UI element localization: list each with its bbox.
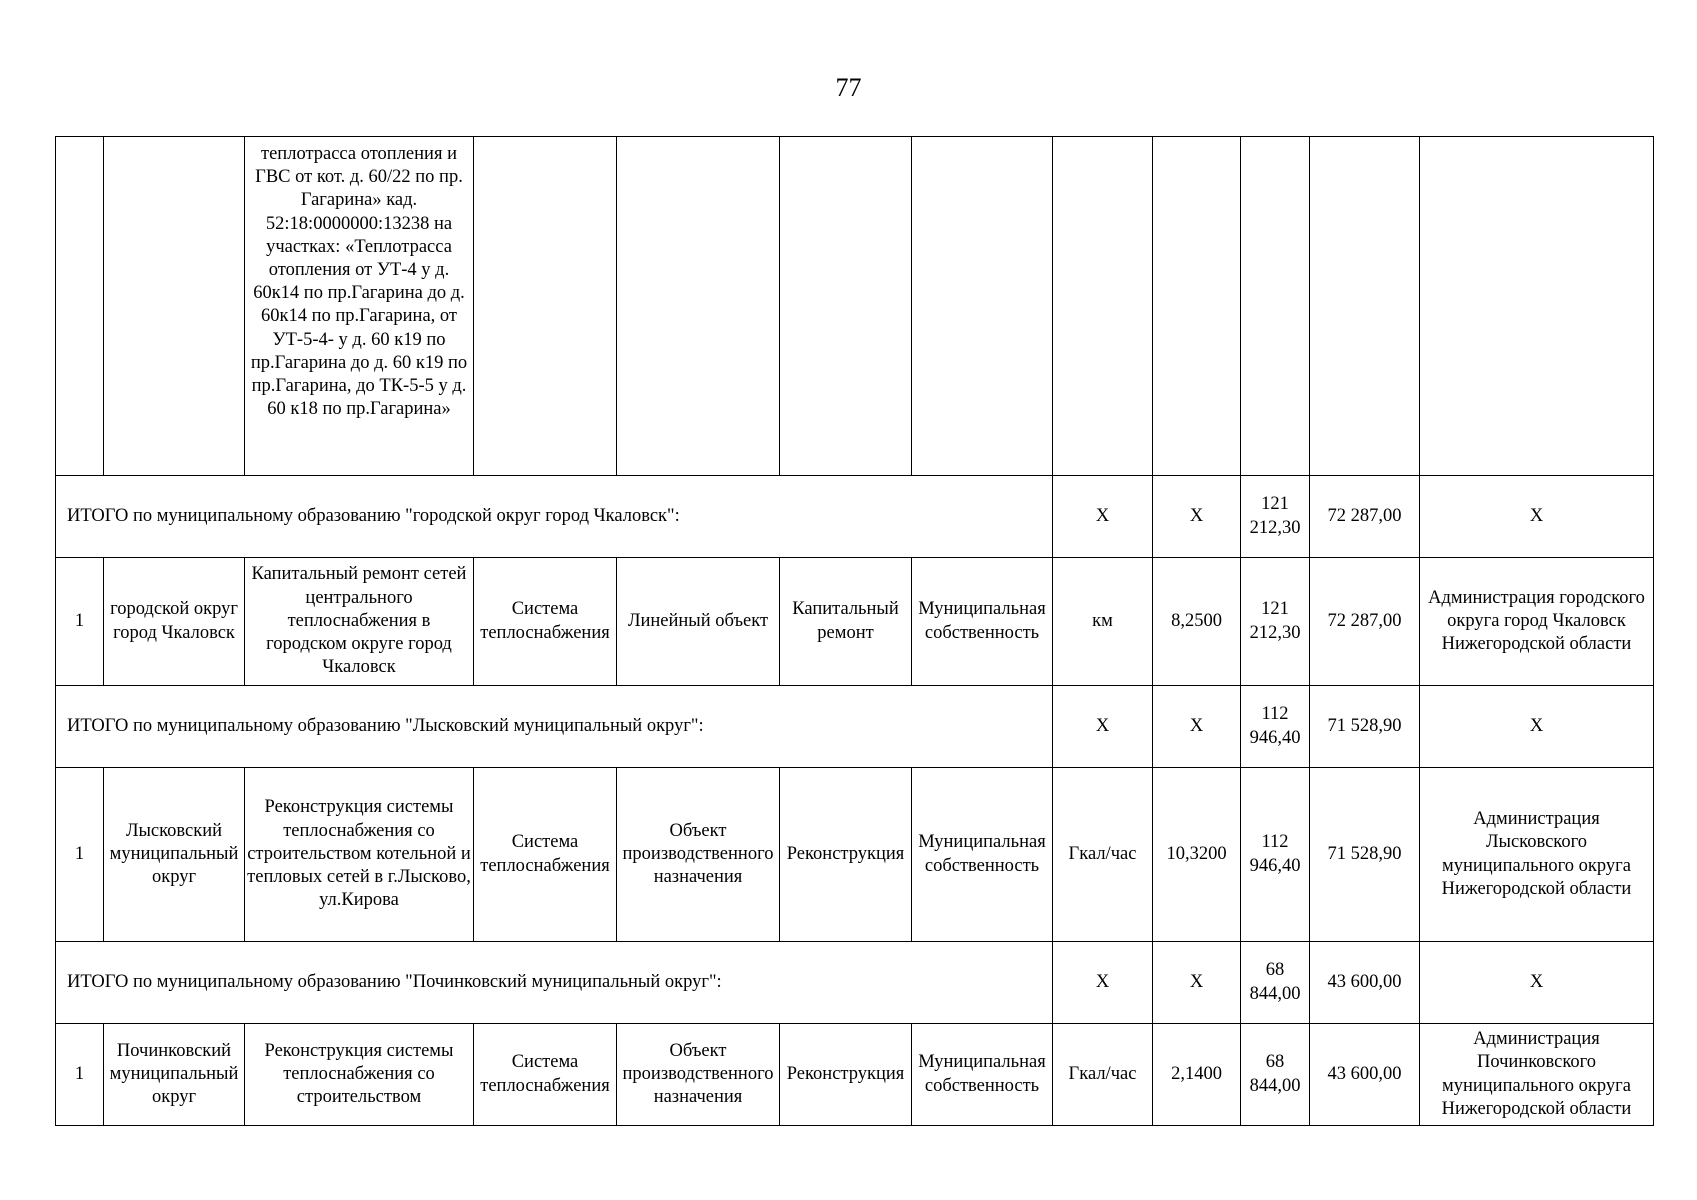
total-row [56,686,1654,768]
cell-admin: Х [1420,686,1654,768]
cell-object-name: Реконструкция системы теплоснабжения со строительством котельной и тепловых сетей в г.Лысково, ул.Кирова [245,768,474,942]
cell-municipality: Лысковский муниципальный округ [104,768,245,942]
cell-admin: Х [1420,476,1654,558]
cell-municipality: городской округ город Чкаловск [104,558,245,686]
page-number: 77 [835,73,862,102]
cell-funding: 43 600,00 [1310,942,1420,1024]
cell-cost: 121 212,30 [1241,558,1310,686]
table-row [56,768,1654,942]
cell-work-type [780,137,912,476]
cell-funding: 43 600,00 [1310,1024,1420,1126]
cell-object-type: Объект производственного назначения [617,1024,780,1126]
cell-capacity: Х [1153,942,1241,1024]
cell-capacity: 2,1400 [1153,1024,1241,1126]
total-row [56,942,1654,1024]
cell-object-type: Объект производственного назначения [617,768,780,942]
cell-ownership: Муниципальная собственность [912,768,1053,942]
cell-num: 1 [56,1024,104,1126]
cell-capacity [1153,137,1241,476]
cell-unit: Х [1053,942,1153,1024]
cell-system [474,137,617,476]
cell-unit: Гкал/час [1053,1024,1153,1126]
cell-object-name: Реконструкция системы теплоснабжения со строительством [245,1024,474,1126]
table-row [56,558,1654,686]
investment-program-table [55,136,1654,1126]
cell-num: 1 [56,768,104,942]
cell-unit: км [1053,558,1153,686]
cell-object-type: Линейный объект [617,558,780,686]
cell-admin: Администрация городского округа город Чкаловск Нижегородской области [1420,558,1654,686]
cell-object-name: Капитальный ремонт сетей центрального теплоснабжения в городском округе город Чкаловск [245,558,474,686]
total-label: ИТОГО по муниципальному образованию "Починковский муниципальный округ": [56,942,1053,1024]
cell-admin: Администрация Починковского муниципального округа Нижегородской области [1420,1024,1654,1126]
cell-object-type [617,137,780,476]
cell-funding: 72 287,00 [1310,476,1420,558]
cell-system: Система теплоснабжения [474,558,617,686]
cell-capacity: Х [1153,686,1241,768]
cell-municipality [104,137,245,476]
cell-work-type: Реконструкция [780,768,912,942]
cell-ownership [912,137,1053,476]
cell-funding: 71 528,90 [1310,686,1420,768]
cell-work-type: Реконструкция [780,1024,912,1126]
cell-capacity: 10,3200 [1153,768,1241,942]
cell-funding [1310,137,1420,476]
cell-ownership: Муниципальная собственность [912,558,1053,686]
cell-cost: 112 946,40 [1241,768,1310,942]
total-row [56,476,1654,558]
cell-municipality: Починковский муниципальный округ [104,1024,245,1126]
cell-cost: 112 946,40 [1241,686,1310,768]
cell-admin [1420,137,1654,476]
cell-ownership: Муниципальная собственность [912,1024,1053,1126]
cell-admin: Администрация Лысковского муниципального округа Нижегородской области [1420,768,1654,942]
cell-cost: 68 844,00 [1241,1024,1310,1126]
cell-cost: 68 844,00 [1241,942,1310,1024]
continuation-row [56,137,1654,476]
cell-unit [1053,137,1153,476]
cell-work-type: Капитальный ремонт [780,558,912,686]
cell-capacity: 8,2500 [1153,558,1241,686]
cell-num [56,137,104,476]
cell-cost: 121 212,30 [1241,476,1310,558]
cell-system: Система теплоснабжения [474,768,617,942]
cell-object-name: теплотрасса отопления и ГВС от кот. д. 60/22 по пр. Гагарина» кад. 52:18:0000000:13238 на участках: «Теплотрасса отопления от УТ-4 у д. 60к14 по пр.Гагарина до д. 60к14 по пр.Гагарина, от УТ-5-4- у д. 60 к19 по пр.Гагарина до д. 60 к19 по пр.Гагарина, до ТК-5-5 у д. 60 к18 по пр.Гагарина» [245,137,474,476]
cell-cost [1241,137,1310,476]
cell-unit: Х [1053,476,1153,558]
cell-admin: Х [1420,942,1654,1024]
cell-unit: Х [1053,686,1153,768]
cell-capacity: Х [1153,476,1241,558]
table-row [56,1024,1654,1126]
cell-system: Система теплоснабжения [474,1024,617,1126]
cell-funding: 72 287,00 [1310,558,1420,686]
cell-funding: 71 528,90 [1310,768,1420,942]
total-label: ИТОГО по муниципальному образованию "городской округ город Чкаловск": [56,476,1053,558]
cell-unit: Гкал/час [1053,768,1153,942]
cell-num: 1 [56,558,104,686]
total-label: ИТОГО по муниципальному образованию "Лысковский муниципальный округ": [56,686,1053,768]
